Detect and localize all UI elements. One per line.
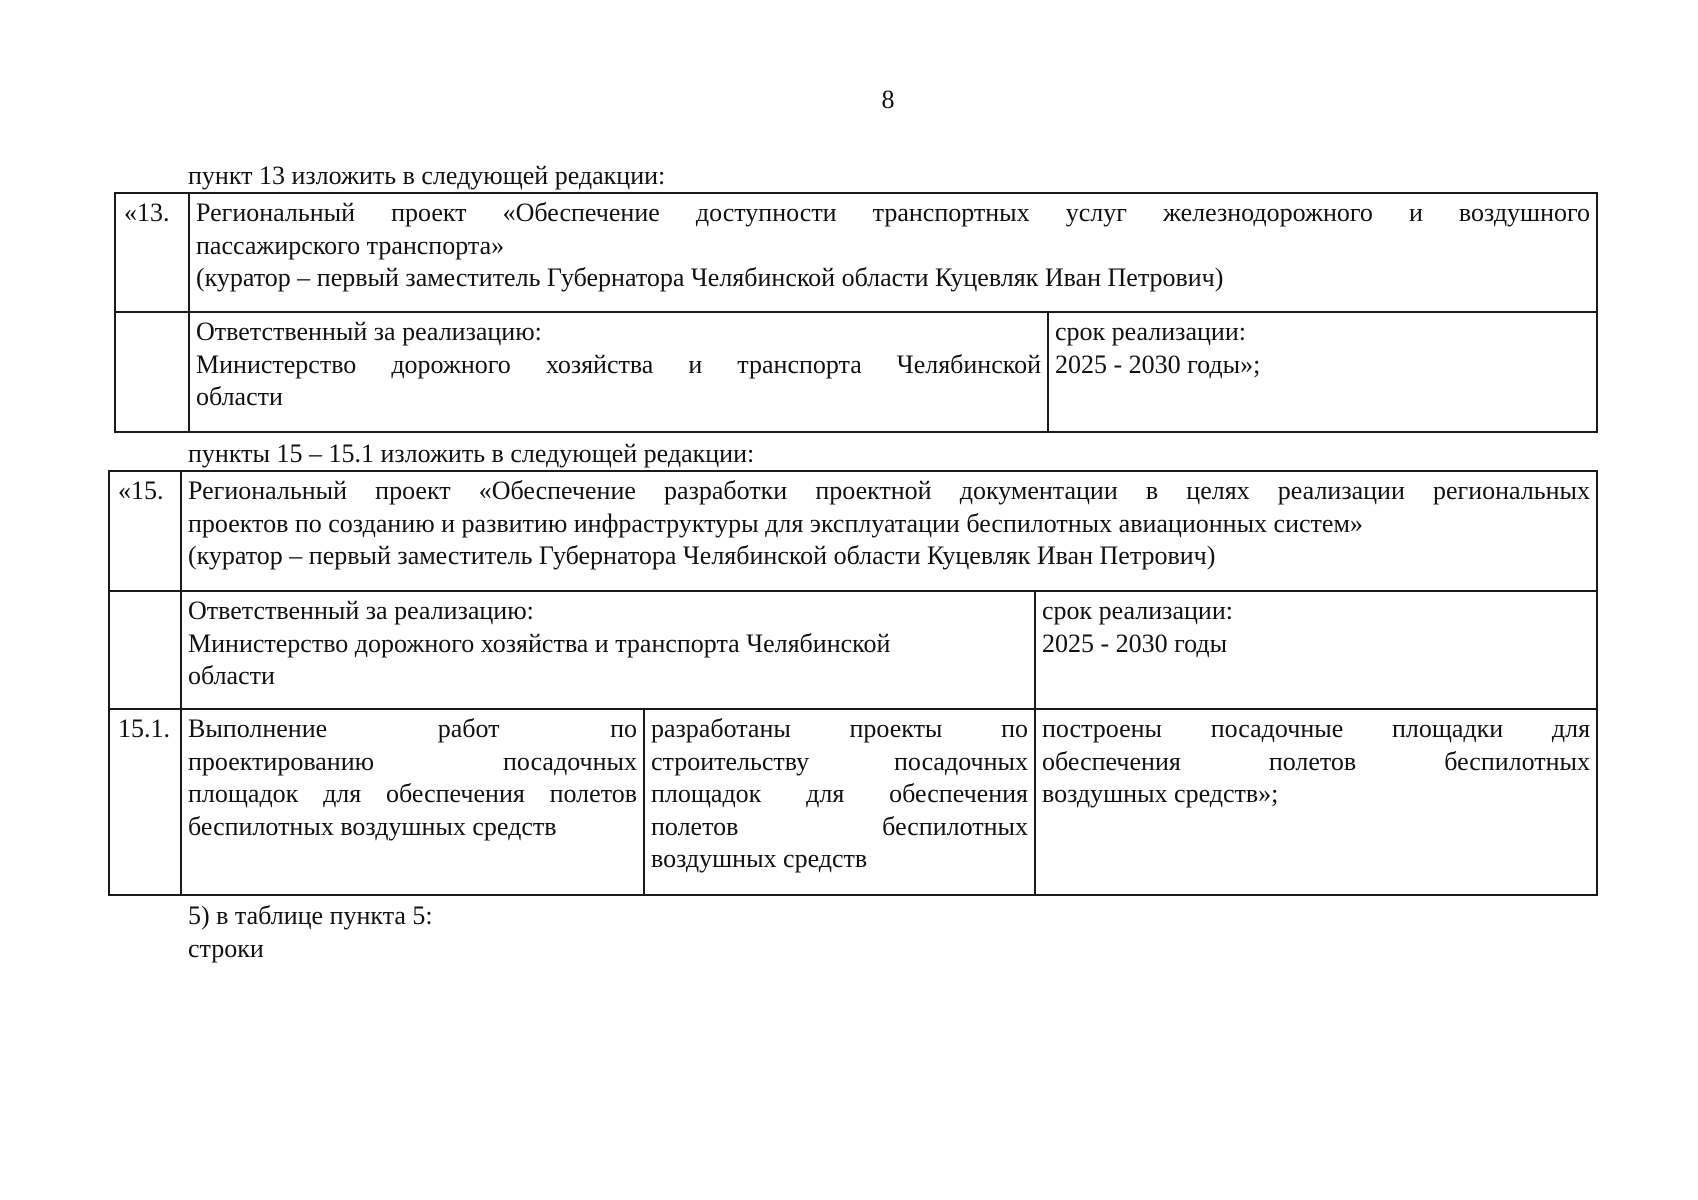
term-cell bbox=[1035, 591, 1597, 709]
outcome-line: воздушных средств»; bbox=[1042, 779, 1279, 808]
responsible-cell bbox=[181, 591, 1035, 709]
term-label: срок реализации: bbox=[1042, 596, 1233, 625]
project-title-line: Региональный проект «Обеспечение разработки проектной документации в целях реализации региональных bbox=[188, 476, 1591, 505]
item-number-13: «13. bbox=[115, 193, 189, 312]
result-line: площадок для обеспечения bbox=[651, 779, 1028, 808]
empty-cell bbox=[109, 591, 181, 709]
term-value: 2025 - 2030 годы bbox=[1042, 628, 1228, 658]
table-row bbox=[115, 312, 1597, 432]
table-row bbox=[109, 709, 1597, 895]
result-line: разработаны проекты по bbox=[651, 714, 1028, 743]
rows-label: строки bbox=[188, 933, 264, 963]
item-number-15-1: 15.1. bbox=[109, 709, 181, 895]
item-number-15: «15. bbox=[109, 471, 181, 591]
result-line: воздушных средств bbox=[651, 844, 868, 873]
after-table-text bbox=[188, 900, 433, 965]
responsible-name: Министерство дорожного хозяйства и транспорта Челябинской bbox=[196, 349, 1041, 379]
term-value: 2025 - 2030 годы»; bbox=[1055, 349, 1261, 379]
result-line: строительству посадочных bbox=[651, 746, 1028, 776]
outcome-line: обеспечения полетов беспилотных bbox=[1042, 746, 1591, 776]
intro-points-15: пункты 15 – 15.1 изложить в следующей редакции: bbox=[188, 439, 755, 468]
responsible-name: области bbox=[196, 382, 283, 411]
responsible-label: Ответственный за реализацию: bbox=[196, 317, 542, 346]
table-row bbox=[115, 193, 1597, 312]
empty-cell bbox=[115, 312, 189, 432]
item-5-heading: 5) в таблице пункта 5: bbox=[188, 901, 433, 930]
project-curator: (куратор – первый заместитель Губернатора Челябинской области Куцевляк Иван Петрович) bbox=[188, 541, 1216, 570]
page-number: 8 bbox=[881, 85, 895, 114]
project-title-line: Региональный проект «Обеспечение доступности транспортных услуг железнодорожного и воздушного bbox=[196, 198, 1591, 227]
responsible-cell bbox=[189, 312, 1048, 432]
table-point-13 bbox=[114, 192, 1598, 433]
task-cell bbox=[181, 709, 644, 895]
task-line: проектированию посадочных bbox=[188, 746, 637, 776]
task-line: площадок для обеспечения полетов bbox=[188, 779, 637, 808]
task-line: Выполнение работ по bbox=[188, 714, 637, 743]
project-curator: (куратор – первый заместитель Губернатора Челябинской области Куцевляк Иван Петрович) bbox=[196, 263, 1224, 292]
outcome-line: построены посадочные площадки для bbox=[1042, 714, 1591, 743]
result-cell bbox=[644, 709, 1035, 895]
responsible-label: Ответственный за реализацию: bbox=[188, 596, 534, 625]
intro-point-13: пункт 13 изложить в следующей редакции: bbox=[188, 161, 666, 190]
table-row bbox=[109, 591, 1597, 709]
table-row bbox=[109, 471, 1597, 591]
outcome-cell bbox=[1035, 709, 1597, 895]
project-title-cell bbox=[189, 193, 1597, 312]
result-line: полетов беспилотных bbox=[651, 811, 1028, 841]
term-label: срок реализации: bbox=[1055, 317, 1246, 346]
term-cell bbox=[1048, 312, 1597, 432]
project-title-line: проектов по созданию и развитию инфраструктуры для эксплуатации беспилотных авиационных систем» bbox=[188, 508, 1363, 538]
responsible-name: области bbox=[188, 661, 275, 690]
project-title-cell bbox=[181, 471, 1597, 591]
table-points-15 bbox=[108, 470, 1598, 896]
responsible-name: Министерство дорожного хозяйства и транспорта Челябинской bbox=[188, 628, 891, 658]
task-line: беспилотных воздушных средств bbox=[188, 811, 557, 841]
project-title-line: пассажирского транспорта» bbox=[196, 230, 505, 260]
